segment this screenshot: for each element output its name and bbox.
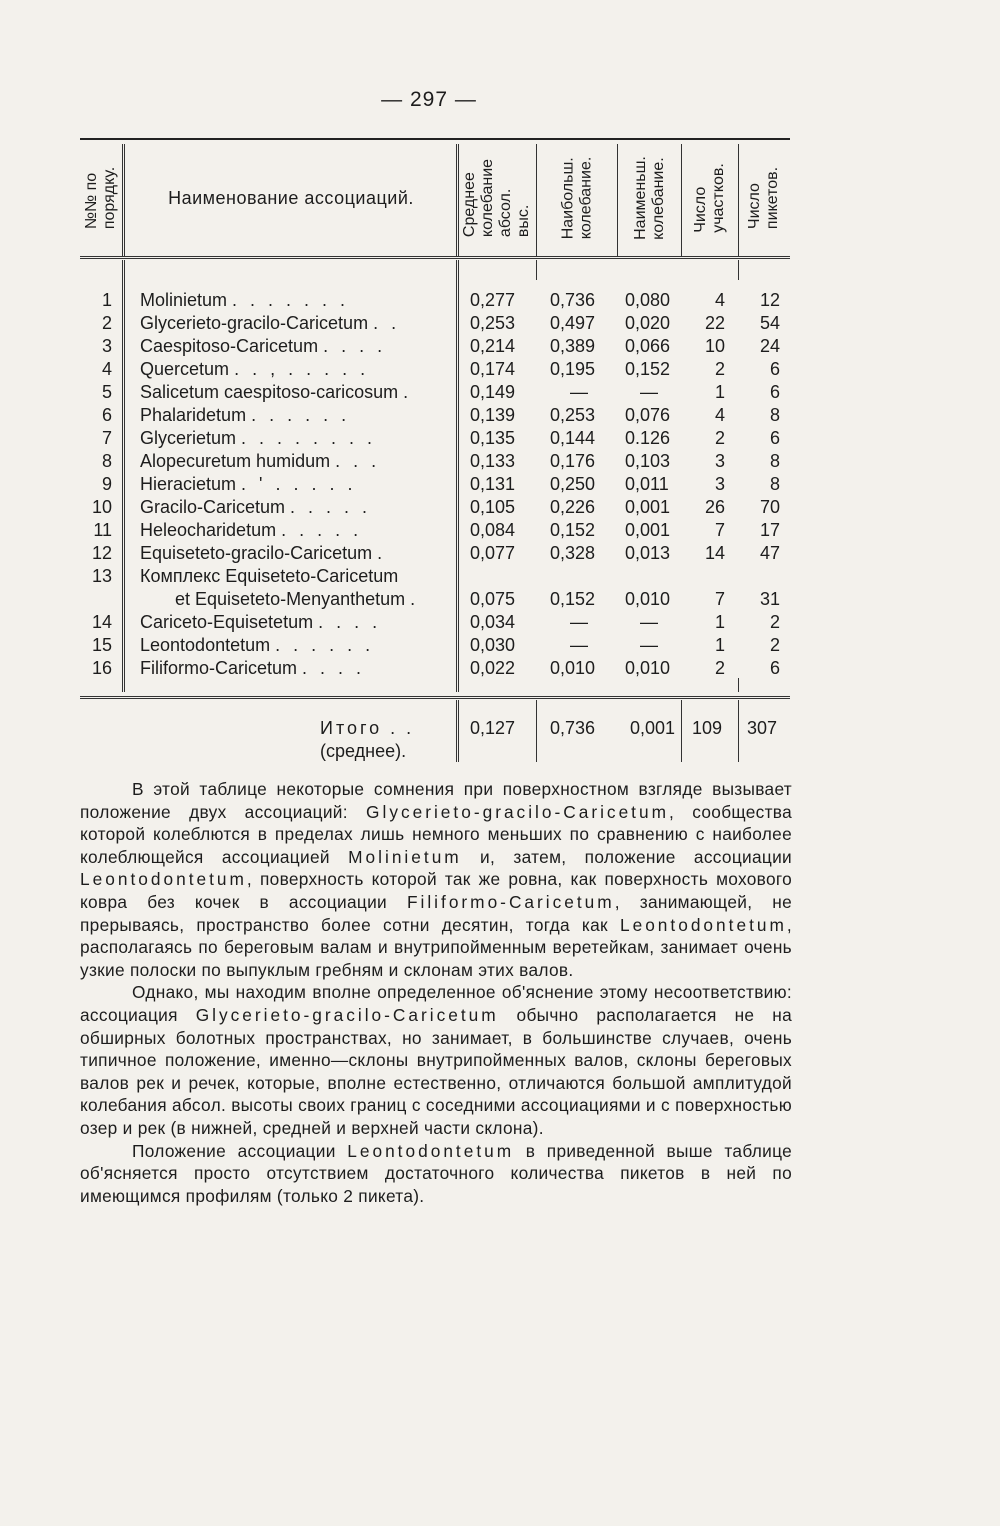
plots-value: 14 [704,543,725,563]
association-name [140,335,386,358]
paragraph [80,778,792,981]
association-name-text: Alopecuretum humidum [140,451,331,471]
row-number: 4 [101,359,112,379]
avg-value: 0,034 [470,612,516,632]
max-value: 0,736 [550,290,596,310]
col-divider [536,700,537,762]
table-header-rule [80,256,790,259]
association-name [140,312,400,335]
pickets-value: 8 [769,451,780,471]
min-value: 0,103 [625,451,671,471]
header-num-text: №№ по порядку. [83,166,118,230]
association-name [140,496,371,519]
pickets-value: 24 [759,336,780,356]
association-name-text: Heleocharidetum [140,520,277,540]
avg-value: 0,077 [470,543,516,563]
association-name-text: Salicetum caespitoso-caricosum [140,382,399,402]
plots-value: 1 [714,612,725,632]
pickets-value: 2 [769,612,780,632]
row-number: 7 [101,428,112,448]
association-name [175,588,415,611]
avg-value: 0,030 [470,635,516,655]
max-value: — [570,382,588,402]
min-value: 0,010 [625,589,671,609]
table-row [80,657,790,680]
text-run: Положение ассоциации [132,1140,348,1161]
table-top-rule [80,138,790,140]
header-num [80,142,122,254]
plots-value: 7 [714,589,725,609]
row-number: 6 [101,405,112,425]
pickets-value: 6 [769,382,780,402]
spaced-term: Leontodontetum [619,914,787,935]
max-value: 0,195 [550,359,596,379]
total-max: 0,736 [550,718,596,738]
table-total-rule [80,696,790,699]
avg-value: 0,105 [470,497,516,517]
association-name [140,542,386,565]
min-value: 0,066 [625,336,671,356]
table-row [80,588,790,611]
table-row [80,450,790,473]
avg-value: 0,174 [470,359,516,379]
plots-value: 7 [714,520,725,540]
page-number: — 297 — [381,88,477,111]
min-value: — [640,635,658,655]
paragraph [80,981,792,1139]
leader-dots: . . . . . [290,497,372,517]
table-row [80,473,790,496]
min-value: 0,076 [625,405,671,425]
max-value: 0,144 [550,428,596,448]
plots-value: 1 [714,635,725,655]
min-value: 0,080 [625,290,671,310]
leader-dots: . . . . [318,612,382,632]
text-run: , располагаясь по береговым валам и внутрипойменным веретейкам, занимает очень узкие полоски по выпуклым гребням и склонам этих валов. [80,914,792,980]
avg-value: 0,139 [470,405,516,425]
total-plots: 109 [692,718,723,738]
row-number: 2 [101,313,112,333]
max-value: 0,226 [550,497,596,517]
association-name-text: Glycerietum [140,428,237,448]
min-value: 0,020 [625,313,671,333]
min-value: 0,001 [625,497,671,517]
table-row [80,358,790,381]
association-name-text: Molinietum [140,290,228,310]
leader-dots: . . . . [302,658,366,678]
leader-dots: . [377,543,387,563]
pickets-value: 6 [769,428,780,448]
avg-value: 0,277 [470,290,516,310]
col-divider [536,260,537,280]
table-row [80,634,790,657]
avg-value: 0,133 [470,451,516,471]
leader-dots: . [410,589,416,609]
plots-value: 26 [704,497,725,517]
leader-dots: . ' . . . . . [241,474,357,494]
table-row [80,519,790,542]
table-row [80,611,790,634]
header-min [618,142,681,254]
avg-value: 0,131 [470,474,516,494]
max-value: 0,250 [550,474,596,494]
association-name-text: Quercetum [140,359,230,379]
total-label: Итого . . [320,718,415,738]
avg-value: 0,022 [470,658,516,678]
text-run: и, затем, положение ассоциации [461,846,792,867]
pickets-value: 6 [769,658,780,678]
row-number: 13 [91,566,112,586]
row-number: 3 [101,336,112,356]
header-name-text: Наименование ассоциаций. [168,187,414,208]
col-divider [738,700,739,762]
leader-dots: . . . . . . [275,635,375,655]
max-value: 0,176 [550,451,596,471]
plots-value: 4 [714,290,725,310]
association-name [140,611,381,634]
table-row [80,565,790,588]
text-run: , занимающей, не прерываясь, пространство более сотни десятин, тогда как [80,891,792,935]
plots-value: 3 [714,474,725,494]
association-name [140,473,357,496]
table-row [80,312,790,335]
table-row [80,542,790,565]
min-value: 0,010 [625,658,671,678]
min-value: 0,001 [625,520,671,540]
table-row [80,404,790,427]
row-number: 5 [101,382,112,402]
spaced-term: Molinietum [348,846,462,867]
min-value: 0.126 [625,428,671,448]
max-value: 0,328 [550,543,596,563]
plots-value: 1 [714,382,725,402]
association-name-text: Caespitoso-Caricetum [140,336,319,356]
total-pickets: 307 [747,718,778,738]
min-value: 0,013 [625,543,671,563]
plots-value: 3 [714,451,725,471]
max-value: 0,152 [550,589,596,609]
plots-value: 2 [714,658,725,678]
pickets-value: 31 [759,589,780,609]
max-value: 0,389 [550,336,596,356]
leader-dots: . . . . . [281,520,363,540]
association-name-text: Gracilo-Caricetum [140,497,286,517]
col-divider [122,144,125,256]
header-plots-text: Число участков. [692,163,727,233]
plots-value: 2 [714,359,725,379]
association-name [140,404,350,427]
avg-value: 0,084 [470,520,516,540]
pickets-value: 2 [769,635,780,655]
total-min: 0,001 [630,718,676,738]
min-value: — [640,612,658,632]
text-run: обычно располагается не на обширных болотных пространствах, но занимает, в большинстве случаев, очень типичное положение, именно—склоны внутрипойменных валов, склоны береговых валов рек и речек, которые, вполне естественно, отличаются большой амплитудой колебания абсол. высоты своих границ с соседними ассоциациями и с поверхностью озер и рек (в нижней, средней и верхней части склона). [80,1004,793,1138]
spaced-term: Leontodontetum [347,1140,515,1161]
col-divider [456,700,459,762]
association-name-text: Glycerieto-gracilo-Caricetum [140,313,369,333]
pickets-value: 12 [759,290,780,310]
spaced-term: Glycerieto-gracilo-Caricetum [366,801,669,822]
spaced-term: Filiformo-Caricetum [406,891,615,912]
association-name-text: et Equiseteto-Menyanthetum [175,589,406,609]
min-value: 0,011 [625,474,669,494]
association-name-text: Filiformo-Caricetum [140,658,298,678]
spaced-term: Leontodontetum [80,869,247,890]
plots-value: 22 [704,313,725,333]
association-name [140,519,362,542]
association-name [140,358,369,381]
association-name [140,657,365,680]
text-run: , сообщества которой колеблются в пределах лишь немного меньших по сравнению с наиболее колеблющейся ассоциацией [80,801,793,867]
avg-value: 0,135 [470,428,516,448]
avg-value: 0,149 [470,382,516,402]
header-min-text: Наименьш. колебание. [631,156,667,240]
association-name-text: Phalaridetum [140,405,247,425]
avg-value: 0,075 [470,589,516,609]
association-name [140,427,376,450]
text-run: Однако, мы находим вполне определенное об'яснение этому несоответствию: ассоциация [80,982,792,1025]
table-row [80,496,790,519]
paragraph [80,1140,792,1208]
row-number: 12 [91,543,112,563]
association-name [140,634,374,657]
leader-dots: . . . . . . . [232,290,350,310]
association-name-text: Leontodontetum [140,635,271,655]
pickets-value: 17 [759,520,780,540]
pickets-value: 8 [769,474,780,494]
association-name [140,289,349,312]
total-sublabel: (среднее). [320,741,407,761]
table-row [80,289,790,312]
max-value: 0,497 [550,313,596,333]
spaced-term: Glycerieto-gracilo-Caricetum [195,1004,499,1025]
table-row [80,335,790,358]
row-number: 11 [93,520,112,540]
col-divider [738,260,739,280]
row-number: 1 [101,290,112,310]
max-value: 0,152 [550,520,596,540]
row-number: 14 [91,612,112,632]
header-pickets [739,142,790,254]
col-divider [738,678,739,692]
pickets-value: 54 [759,313,780,333]
association-name: Комплекс Equiseteto-Caricetum [140,566,399,586]
text-run: В этой таблице некоторые сомнения при поверхностном взгляде вызывает положение двух ассоциаций: [80,779,792,822]
avg-value: 0,253 [470,313,516,333]
header-avg [458,142,536,254]
leader-dots: . . . . [323,336,387,356]
max-value: — [570,612,588,632]
body-text [80,778,792,1207]
header-name [126,142,456,254]
leader-dots: . . . . . . [251,405,351,425]
leader-dots: . . . [335,451,381,471]
association-name-text: Equiseteto-gracilo-Caricetum [140,543,373,563]
max-value: 0,253 [550,405,596,425]
min-value: 0,152 [625,359,671,379]
row-number: 8 [101,451,112,471]
row-number: 15 [91,635,112,655]
total-avg: 0,127 [470,718,516,738]
leader-dots: . . [373,313,401,333]
leader-dots: . . , . . . . . [234,359,370,379]
header-pickets-text: Число пикетов. [746,166,782,230]
max-value: 0,010 [550,658,596,678]
header-max [537,142,617,254]
leader-dots: . [403,382,413,402]
plots-value: 10 [704,336,725,356]
table-row [80,427,790,450]
table-row [80,381,790,404]
avg-value: 0,214 [470,336,516,356]
header-max-text: Наибольш. колебание. [559,156,594,240]
plots-value: 4 [714,405,725,425]
row-number: 9 [101,474,112,494]
max-value: — [570,635,588,655]
header-plots [682,142,738,254]
text-run: , поверхность которой так же ровна, как поверхность мохового ковра без кочек в ассоциации [80,869,792,912]
row-number: 10 [91,497,112,517]
pickets-value: 70 [759,497,780,517]
leader-dots: . . . . . . . . [241,428,377,448]
association-name-text: Cariceto-Equisetetum [140,612,314,632]
col-divider [681,700,682,762]
plots-value: 2 [714,428,725,448]
pickets-value: 8 [769,405,780,425]
association-name-text: Hieracietum [140,474,237,494]
pickets-value: 47 [759,543,780,563]
row-number: 16 [91,658,112,678]
pickets-value: 6 [769,359,780,379]
header-avg-text: Среднее колебание абсол. выс. [461,158,532,238]
association-name [140,381,412,404]
association-name [140,450,380,473]
text-run: в приведенной выше таблице об'ясняется просто отсутствием достаточного количества пикетов в ней по имеющимся профилям (только 2 пикета). [80,1140,792,1206]
min-value: — [640,382,658,402]
